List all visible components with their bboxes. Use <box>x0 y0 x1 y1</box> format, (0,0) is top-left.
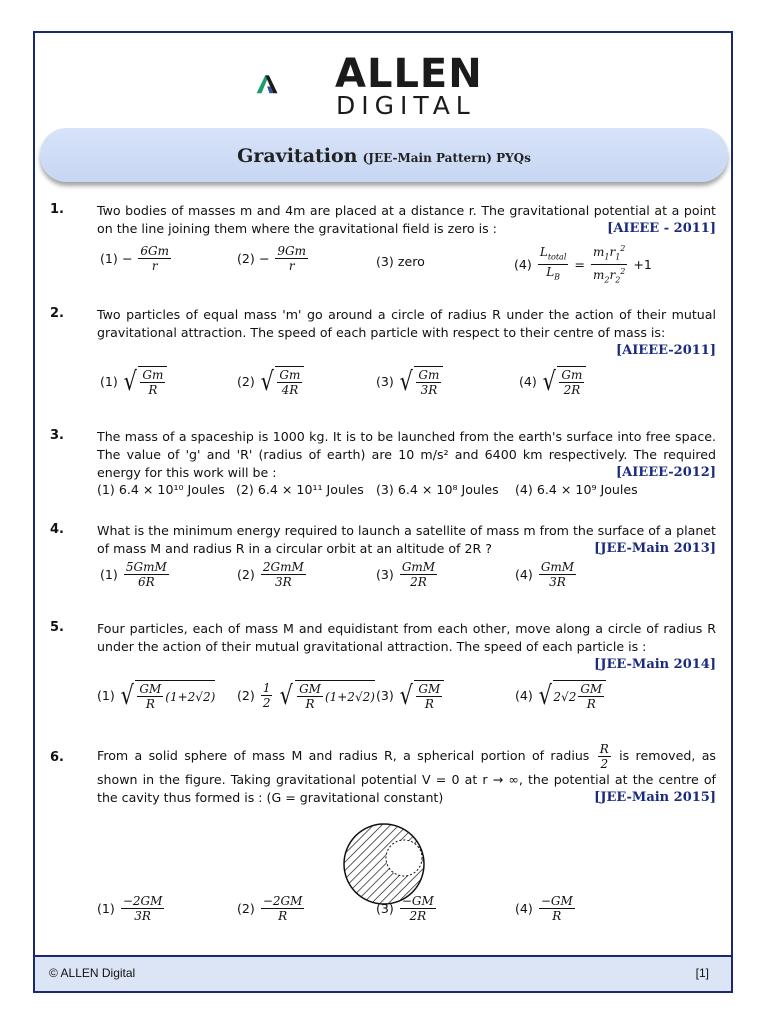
option-2[interactable]: (2) $\frac{1}{2}$ √ $\frac{GM}{R}$ (1+2√2) <box>237 680 375 711</box>
option-1[interactable]: (1) − $\frac{6Gm}{r}$ <box>100 244 170 273</box>
option-1[interactable]: (1) $\frac{-2GM}{3R}$ <box>97 894 163 923</box>
question-number: 6. <box>50 750 64 765</box>
option-2[interactable]: (2) $\frac{\text{2GmM}}{3R}$ <box>237 560 304 589</box>
option-3[interactable]: (3) $\frac{\text{GmM}}{2R}$ <box>376 560 436 589</box>
question-number: 1. <box>50 202 64 217</box>
option-3[interactable]: (3) $\frac{-GM}{2R}$ <box>376 894 434 923</box>
question-number: 5. <box>50 620 64 635</box>
option-2[interactable]: (2) 6.4 × 10¹¹ Joules <box>236 482 364 497</box>
exam-tag: [AIEEE - 2011] <box>607 221 716 236</box>
exam-tag: [JEE-Main 2013] <box>594 541 716 556</box>
page-footer <box>35 955 731 991</box>
question-text: From a solid sphere of mass M and radius R, a spherical portion of radius $\frac{R}{2}$ is removed, as shown in the figure. Taking gravitational potential V = 0 at r → ∞, the potential at the centre of the cavity thus formed is : (G = gravitational constant) [JEE-Main 2015] <box>97 742 716 805</box>
question-text: Four particles, each of mass M and equidistant from each other, move along a circle of radius R under the action of their mutual gravitational attraction. The speed of each particle is : [JEE-Main 2014] <box>97 621 716 672</box>
brand-subtitle: DIGITAL <box>336 91 476 120</box>
option-3[interactable]: (3) √ $\frac{GM}{R}$ <box>376 680 444 711</box>
option-4[interactable]: (4) √ 2√2 $\frac{GM}{R}$ <box>515 680 606 711</box>
option-1[interactable]: (1) 6.4 × 10¹⁰ Joules <box>97 482 225 497</box>
page-subtitle: (JEE-Main Pattern) PYQs <box>362 151 531 165</box>
option-4[interactable]: (4) $\frac{\text{GmM}}{3R}$ <box>515 560 575 589</box>
allen-logo-icon <box>256 52 336 116</box>
exam-tag: [AIEEE-2011] <box>615 343 716 358</box>
question-text: What is the minimum energy required to launch a satellite of mass m from the surface of a planet of mass M and radius R in a circular orbit at an altitude of 2R ? [JEE-Main 2013] <box>97 523 716 556</box>
option-4[interactable]: (4) 6.4 × 10⁹ Joules <box>515 482 638 497</box>
question-text: The mass of a spaceship is 1000 kg. It is to be launched from the earth's surface into free space. The value of 'g' and 'R' (radius of earth) are 10 m/s² and 6400 km respectively. The required energy for this work will be : [AIEEE-2012] <box>97 429 716 480</box>
footer-brand: © ALLEN Digital <box>49 966 136 980</box>
option-1[interactable]: (1) $\frac{\text{5GmM}}{6R}$ <box>100 560 167 589</box>
question-number: 4. <box>50 522 64 537</box>
brand-name: ALLEN <box>335 51 483 97</box>
option-2[interactable]: (2) √ $\frac{Gm}{4R}$ <box>237 366 304 397</box>
option-1[interactable]: (1) √ $\frac{GM}{R}$ (1+2√2) <box>97 680 216 711</box>
page-title: Gravitation <box>237 145 358 167</box>
question-text: Two particles of equal mass 'm' go around a circle of radius R under the action of their mutual gravitational attraction. The speed of each particle with respect to their centre of mass is: [AIEEE-2011] <box>97 307 716 358</box>
exam-tag: [JEE-Main 2015] <box>594 790 716 805</box>
option-3[interactable]: (3) 6.4 × 10⁸ Joules <box>376 482 499 497</box>
option-1[interactable]: (1) √ $\frac{Gm}{R}$ <box>100 366 167 397</box>
option-4[interactable]: (4) $\frac{L_{total}}{L_B}$ = $\frac{m_1r_1^2}{m_2r_2^2}$ +1 <box>514 244 652 285</box>
option-4[interactable]: (4) √ $\frac{Gm}{2R}$ <box>519 366 586 397</box>
page-number: [1] <box>695 966 709 980</box>
exam-tag: [AIEEE-2012] <box>615 465 716 480</box>
option-2[interactable]: (2) − $\frac{9Gm}{r}$ <box>237 244 307 273</box>
title-banner <box>40 128 728 182</box>
option-2[interactable]: (2) $\frac{-2GM}{R}$ <box>237 894 303 923</box>
question-number: 2. <box>50 306 64 321</box>
question-number: 3. <box>50 428 64 443</box>
option-3[interactable]: (3) √ $\frac{Gm}{3R}$ <box>376 366 443 397</box>
option-4[interactable]: (4) $\frac{-GM}{R}$ <box>515 894 573 923</box>
question-text: Two bodies of masses m and 4m are placed at a distance r. The gravitational potential at a point on the line joining them where the gravitational field is zero is : [AIEEE - 2011] <box>97 203 716 236</box>
exam-tag: [JEE-Main 2014] <box>594 657 716 672</box>
option-3[interactable]: (3) zero <box>376 254 425 269</box>
